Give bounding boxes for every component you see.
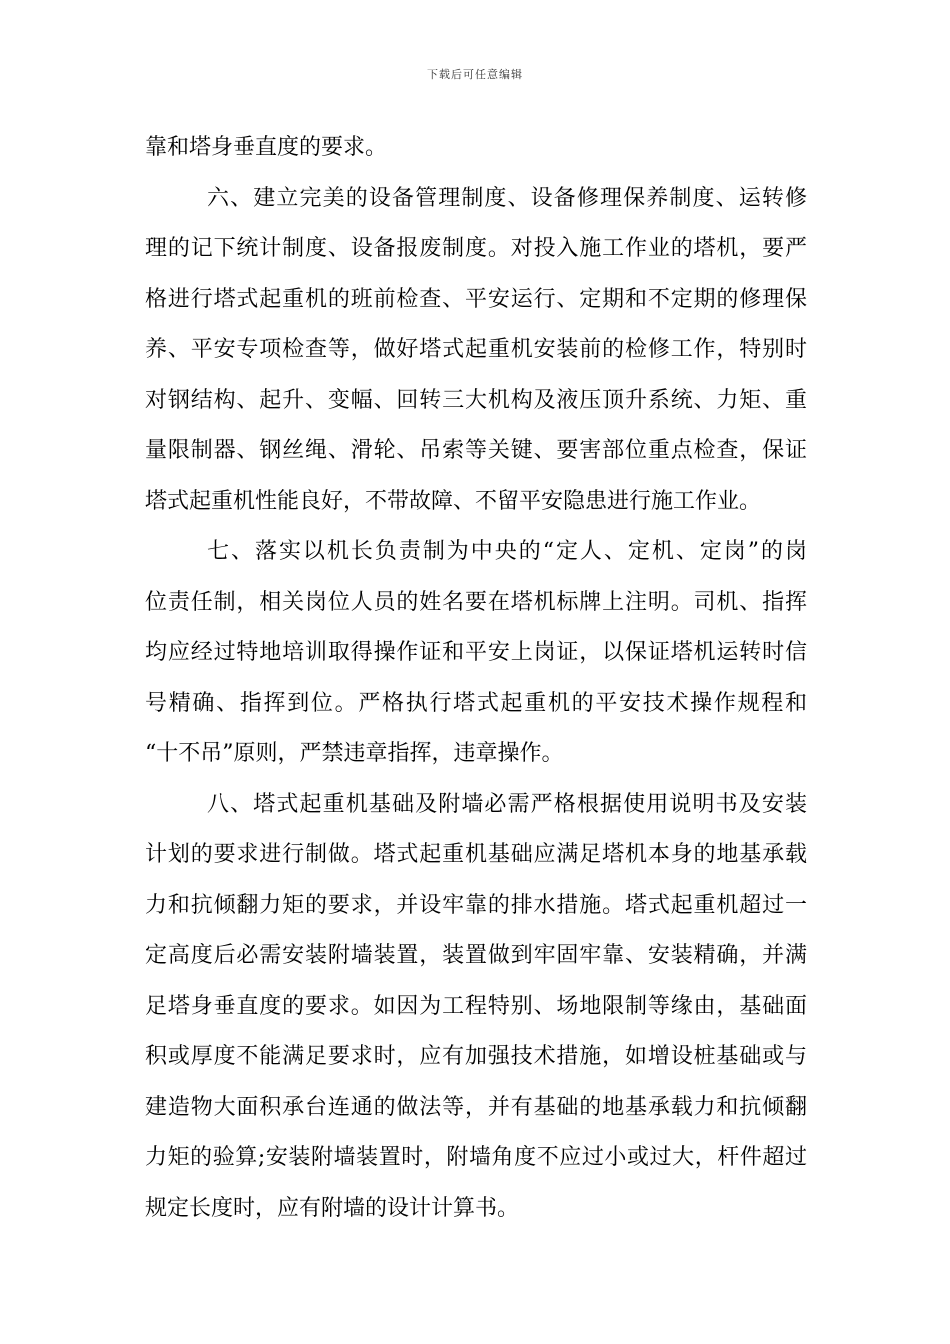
paragraph-line: 对钢结构、起升、变幅、回转三大机构及液压顶升系统、力矩、重 <box>145 387 807 413</box>
paragraph-first-line: 六、建立完美的设备管理制度、设备修理保养制度、运转修 <box>207 185 807 211</box>
page-header: 下载后可任意编辑 <box>427 68 523 81</box>
paragraph-first-line: 七、落实以机长负责制为中央的“定人、定机、定岗”的岗 <box>207 539 807 564</box>
paragraph-line: 量限制器、钢丝绳、滑轮、吊索等关键、要害部位重点检查，保证 <box>145 438 807 463</box>
paragraph-line: 足塔身垂直度的要求。如因为工程特别、场地限制等缘由，基础面 <box>145 993 807 1019</box>
document-body <box>145 123 807 1234</box>
paragraph-line: 格进行塔式起重机的班前检查、平安运行、定期和不定期的修理保 <box>145 286 807 312</box>
paragraph-line: 力矩的验算;安装附墙装置时，附墙角度不应过小或过大，杆件超过 <box>145 1145 807 1170</box>
paragraph-line: 定高度后必需安装附墙装置，装置做到牢固牢靠、安装精确，并满 <box>145 943 807 968</box>
paragraph-line: 位责任制，相关岗位人员的姓名要在塔机标牌上注明。司机、指挥 <box>145 589 807 615</box>
paragraph-line: 靠和塔身垂直度的要求。 <box>145 135 388 160</box>
paragraph-line: 塔式起重机性能良好，不带故障、不留平安隐患进行施工作业。 <box>145 488 762 514</box>
paragraph-line: 号精确、指挥到位。严格执行塔式起重机的平安技术操作规程和 <box>145 690 807 716</box>
paragraph-line: 均应经过特地培训取得操作证和平安上岗证，以保证塔机运转时信 <box>145 640 807 665</box>
paragraph-line: 力和抗倾翻力矩的要求，并设牢靠的排水措施。塔式起重机超过一 <box>145 892 807 918</box>
paragraph-line: 规定长度时，应有附墙的设计计算书。 <box>145 1195 520 1221</box>
paragraph-line: “十不吊”原则，严禁违章指挥，违章操作。 <box>145 741 564 766</box>
paragraph-line: 积或厚度不能满足要求时，应有加强技术措施，如增设桩基础或与 <box>145 1044 807 1069</box>
paragraph-line: 理的记下统计制度、设备报废制度。对投入施工作业的塔机，要严 <box>145 236 807 261</box>
paragraph-line: 养、平安专项检查等，做好塔式起重机安装前的检修工作，特别时 <box>145 337 807 362</box>
paragraph-line: 计划的要求进行制做。塔式起重机基础应满足塔机本身的地基承载 <box>145 842 807 867</box>
paragraph-line: 建造物大面积承台连通的做法等，并有基础的地基承载力和抗倾翻 <box>145 1094 807 1120</box>
paragraph-first-line: 八、塔式起重机基础及附墙必需严格根据使用说明书及安装 <box>207 791 807 817</box>
